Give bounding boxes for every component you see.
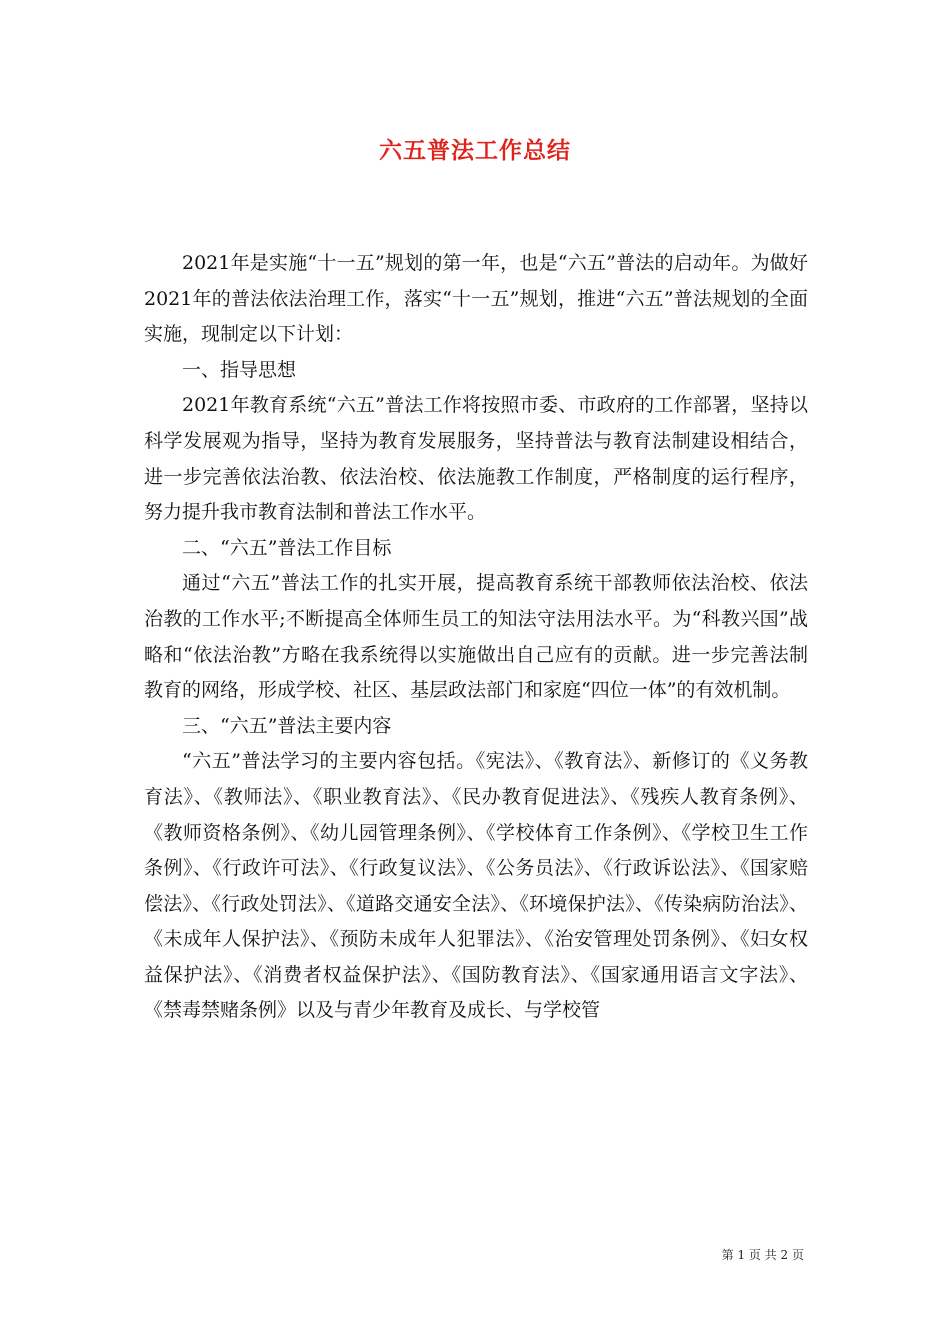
paragraph-main-content: “六五”普法学习的主要内容包括。《宪法》、《教育法》、新修订的《义务教育法》、《教师法》、《职业教育法》、《民办教育促进法》、《残疾人教育条例》、《教师资格条例》、《幼儿园管理条例》、《学校体育工作条例》、《学校卫生工作条例》、《行政许可法》、《行政复议法》、《公务员法》、《行政诉讼法》、《国家赔偿法》、《行政处罚法》、《道路交通安全法》、《环境保护法》、《传染病防治法》、《未成年人保护法》、《预防未成年人犯罪法》、《治安管理处罚条例》、《妇女权益保护法》、《消费者权益保护法》、《国防教育法》、《国家通用语言文字法》、《禁毒禁赌条例》以及与青少年教育及成长、与学校管 [144, 750, 808, 1022]
heading-main-content: 三、“六五”普法主要内容 [182, 714, 392, 737]
heading-work-goals: 二、“六五”普法工作目标 [182, 536, 392, 559]
document-title: 六五普法工作总结 [379, 137, 571, 164]
paragraph-intro: 2021年是实施“十一五”规划的第一年，也是“六五”普法的启动年。为做好2021年的普法依法治理工作，落实“十一五”规划，推进“六五”普法规划的全面实施，现制定以下计划： [144, 252, 808, 346]
paragraph-work-goals: 通过“六五”普法工作的扎实开展，提高教育系统干部教师依法治校、依法治教的工作水平;不断提高全体师生员工的知法守法用法水平。为“科教兴国”战略和“依法治教”方略在我系统得以实施做出自己应有的贡献。进一步完善法制教育的网络，形成学校、社区、基层政法部门和家庭“四位一体”的有效机制。 [144, 572, 808, 702]
heading-guiding-thought: 一、指导思想 [182, 358, 297, 381]
page-number: 第 1 页 共 2 页 [721, 1248, 804, 1262]
document-body [144, 246, 808, 1029]
paragraph-guiding-thought: 2021年教育系统“六五”普法工作将按照市委、市政府的工作部署，坚持以科学发展观为指导，坚持为教育发展服务，坚持普法与教育法制建设相结合，进一步完善依法治教、依法治校、依法施教工作制度，严格制度的运行程序，努力提升我市教育法制和普法工作水平。 [144, 394, 808, 524]
